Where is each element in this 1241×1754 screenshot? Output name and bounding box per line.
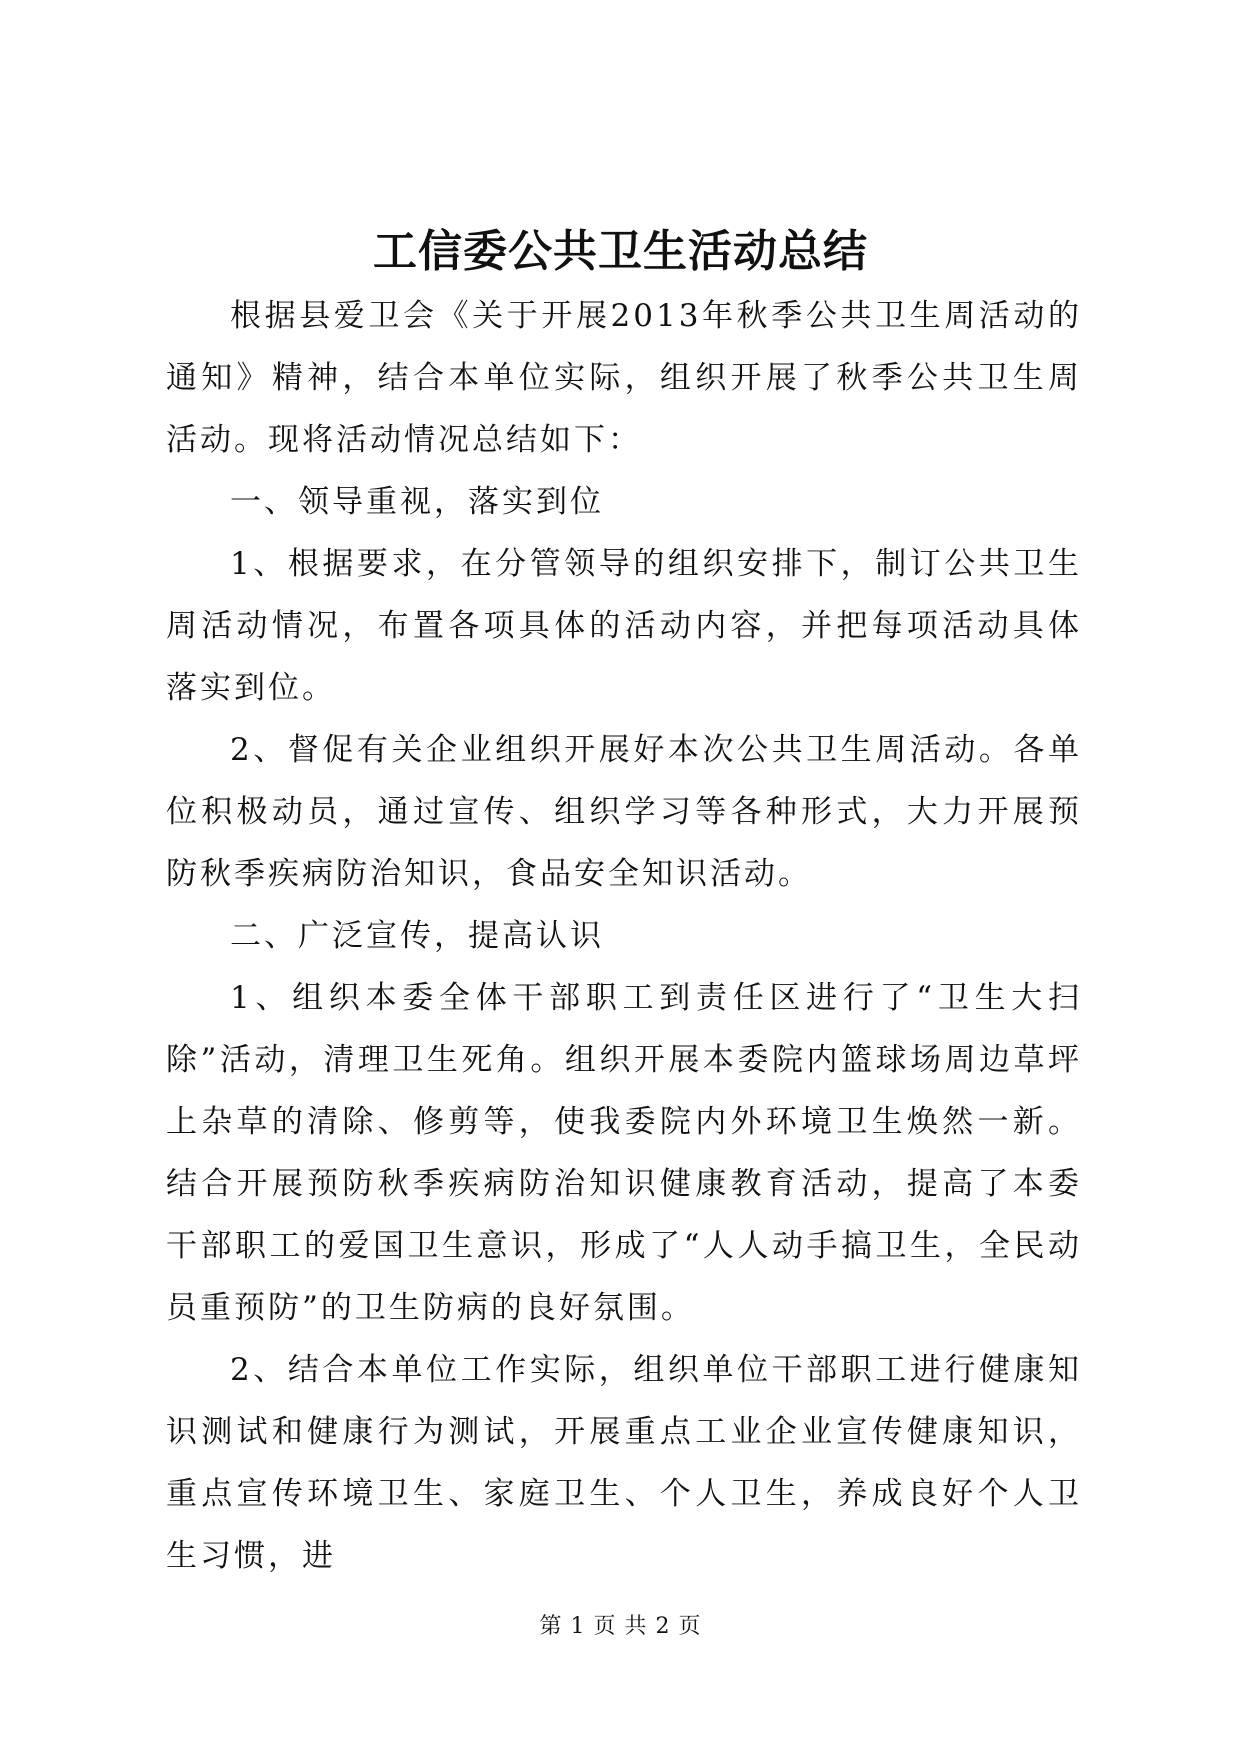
paragraph-2-2: 2、结合本单位工作实际，组织单位干部职工进行健康知识测试和健康行为测试，开展重点工业企业宣传健康知识，重点宣传环境卫生、家庭卫生、个人卫生，养成良好个人卫生习惯，进: [166, 1352, 1082, 1574]
paragraph-1-1: 1、根据要求，在分管领导的组织安排下，制订公共卫生周活动情况，布置各项具体的活动内容，并把每项活动具体落实到位。: [166, 546, 1082, 706]
paragraph-1-2: 2、督促有关企业组织开展好本次公共卫生周活动。各单位积极动员，通过宣传、组织学习等各种形式，大力开展预防秋季疾病防治知识，食品安全知识活动。: [166, 732, 1082, 892]
section-heading-2: 二、广泛宣传，提高认识: [230, 918, 604, 954]
paragraph-intro: 根据县爱卫会《关于开展2013年秋季公共卫生周活动的通知》精神，结合本单位实际，组织开展了秋季公共卫生周活动。现将活动情况总结如下：: [166, 298, 1082, 458]
paragraph-2-1: 1、组织本委全体干部职工到责任区进行了“卫生大扫除”活动，清理卫生死角。组织开展本委院内篮球场周边草坪上杂草的清除、修剪等，使我委院内外环境卫生焕然一新。结合开展预防秋季疾病防治知识健康教育活动，提高了本委干部职工的爱国卫生意识，形成了“人人动手搞卫生，全民动员重预防”的卫生防病的良好氛围。: [166, 980, 1082, 1326]
document-body: [166, 285, 1082, 1587]
section-heading-1: 一、领导重视，落实到位: [230, 484, 604, 520]
document-title: 工信委公共卫生活动总结: [373, 226, 868, 277]
page-number-footer: 第 1 页 共 2 页: [539, 1614, 702, 1639]
